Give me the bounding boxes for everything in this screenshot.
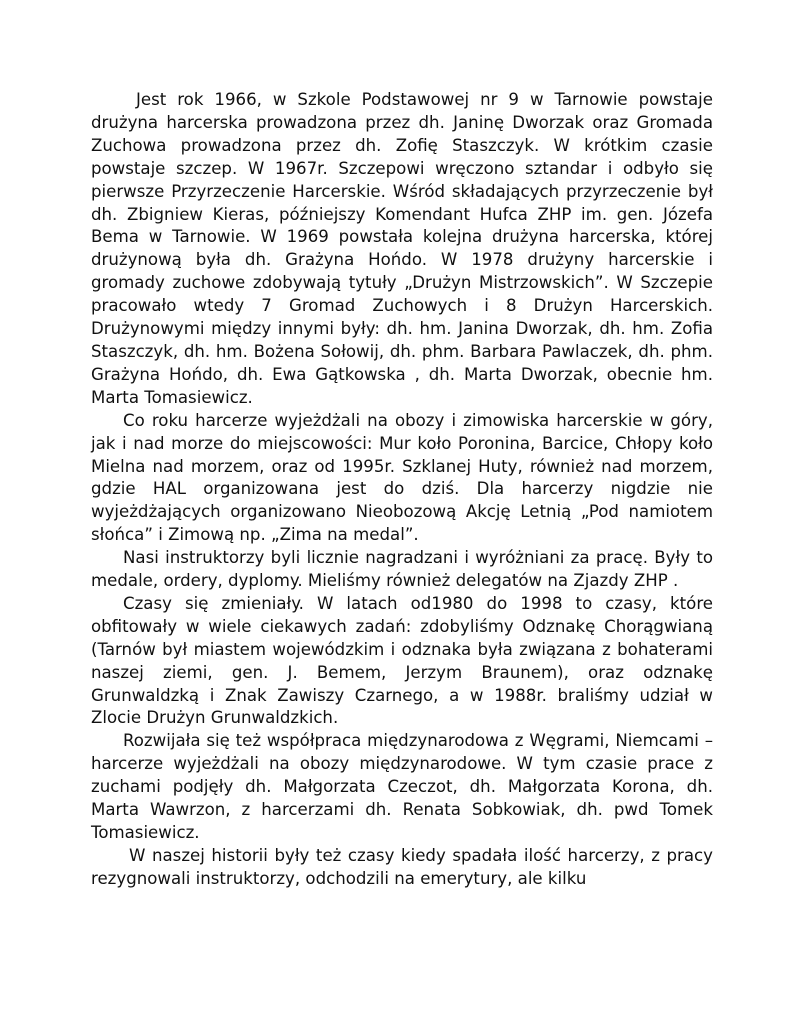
paragraph-camps: Co roku harcerze wyjeżdżali na obozy i zimowiska harcerskie w góry, jak i nad morze do miejscowości: Mur koło Poronina, Barcice, Chłopy koło Mielna nad morzem, oraz od 1995r. Szklanej Huty, również nad morzem, gdzie HAL organizowana jest do dziś. Dla harcerzy nigdzie nie wyjeżdżających organizowano Nieobozową Akcję Letnią „Pod namiotem słońca” i Zimową np. „Zima na medal”. (91, 410, 713, 545)
document-page (91, 89, 713, 891)
paragraph-history: W naszej historii były też czasy kiedy spadała ilość harcerzy, z pracy rezygnowali instruktorzy, odchodzili na emerytury, ale kilku (91, 845, 713, 888)
paragraph-international: Rozwijała się też współpraca międzynarodowa z Węgrami, Niemcami – harcerze wyjeżdżali na obozy międzynarodowe. W tym czasie prace z zuchami podjęły dh. Małgorzata Czeczot, dh. Małgorzata Korona, dh. Marta Wawrzon, z harcerzami dh. Renata Sobkowiak, dh. pwd Tomek Tomasiewicz. (91, 731, 713, 842)
paragraph-founding: Jest rok 1966, w Szkole Podstawowej nr 9 w Tarnowie powstaje drużyna harcerska prowadzona przez dh. Janinę Dworzak oraz Gromada Zuchowa prowadzona przez dh. Zofię Staszczyk. W krótkim czasie powstaje szczep. W 1967r. Szczepowi wręczono sztandar i odbyło się pierwsze Przyrzeczenie Harcerskie. Wśród składających przyrzeczenie był dh. Zbigniew Kieras, późniejszy Komendant Hufca ZHP im. gen. Józefa Bema w Tarnowie. W 1969 powstała kolejna drużyna harcerska, której drużynową była dh. Grażyna Hońdo. W 1978 drużyny harcerskie i gromady zuchowe zdobywają tytuły „Drużyn Mistrzowskich”. W Szczepie pracowało wtedy 7 Gromad Zuchowych i 8 Drużyn Harcerskich. Drużynowymi między innymi były: dh. hm. Janina Dworzak, dh. hm. Zofia Staszczyk, dh. hm. Bożena Sołowij, dh. phm. Barbara Pawlaczek, dh. phm. Grażyna Hońdo, dh. Ewa Gątkowska , dh. Marta Dworzak, obecnie hm. Marta Tomasiewicz. (91, 90, 713, 407)
paragraph-changes: Czasy się zmieniały. W latach od1980 do 1998 to czasy, które obfitowały w wiele ciekawych zadań: zdobyliśmy Odznakę Chorągwianą (Tarnów był miastem wojewódzkim i odznaka była związana z bohaterami naszej ziemi, gen. J. Bemem, Jerzym Braunem), oraz odznakę Grunwaldzką i Znak Zawiszy Czarnego, a w 1988r. braliśmy udział w Zlocie Drużyn Grunwaldzkich. (91, 593, 713, 728)
paragraph-awards: Nasi instruktorzy byli licznie nagradzani i wyróżniani za pracę. Były to medale, ordery, dyplomy. Mieliśmy również delegatów na Zjazdy ZHP . (91, 548, 713, 591)
